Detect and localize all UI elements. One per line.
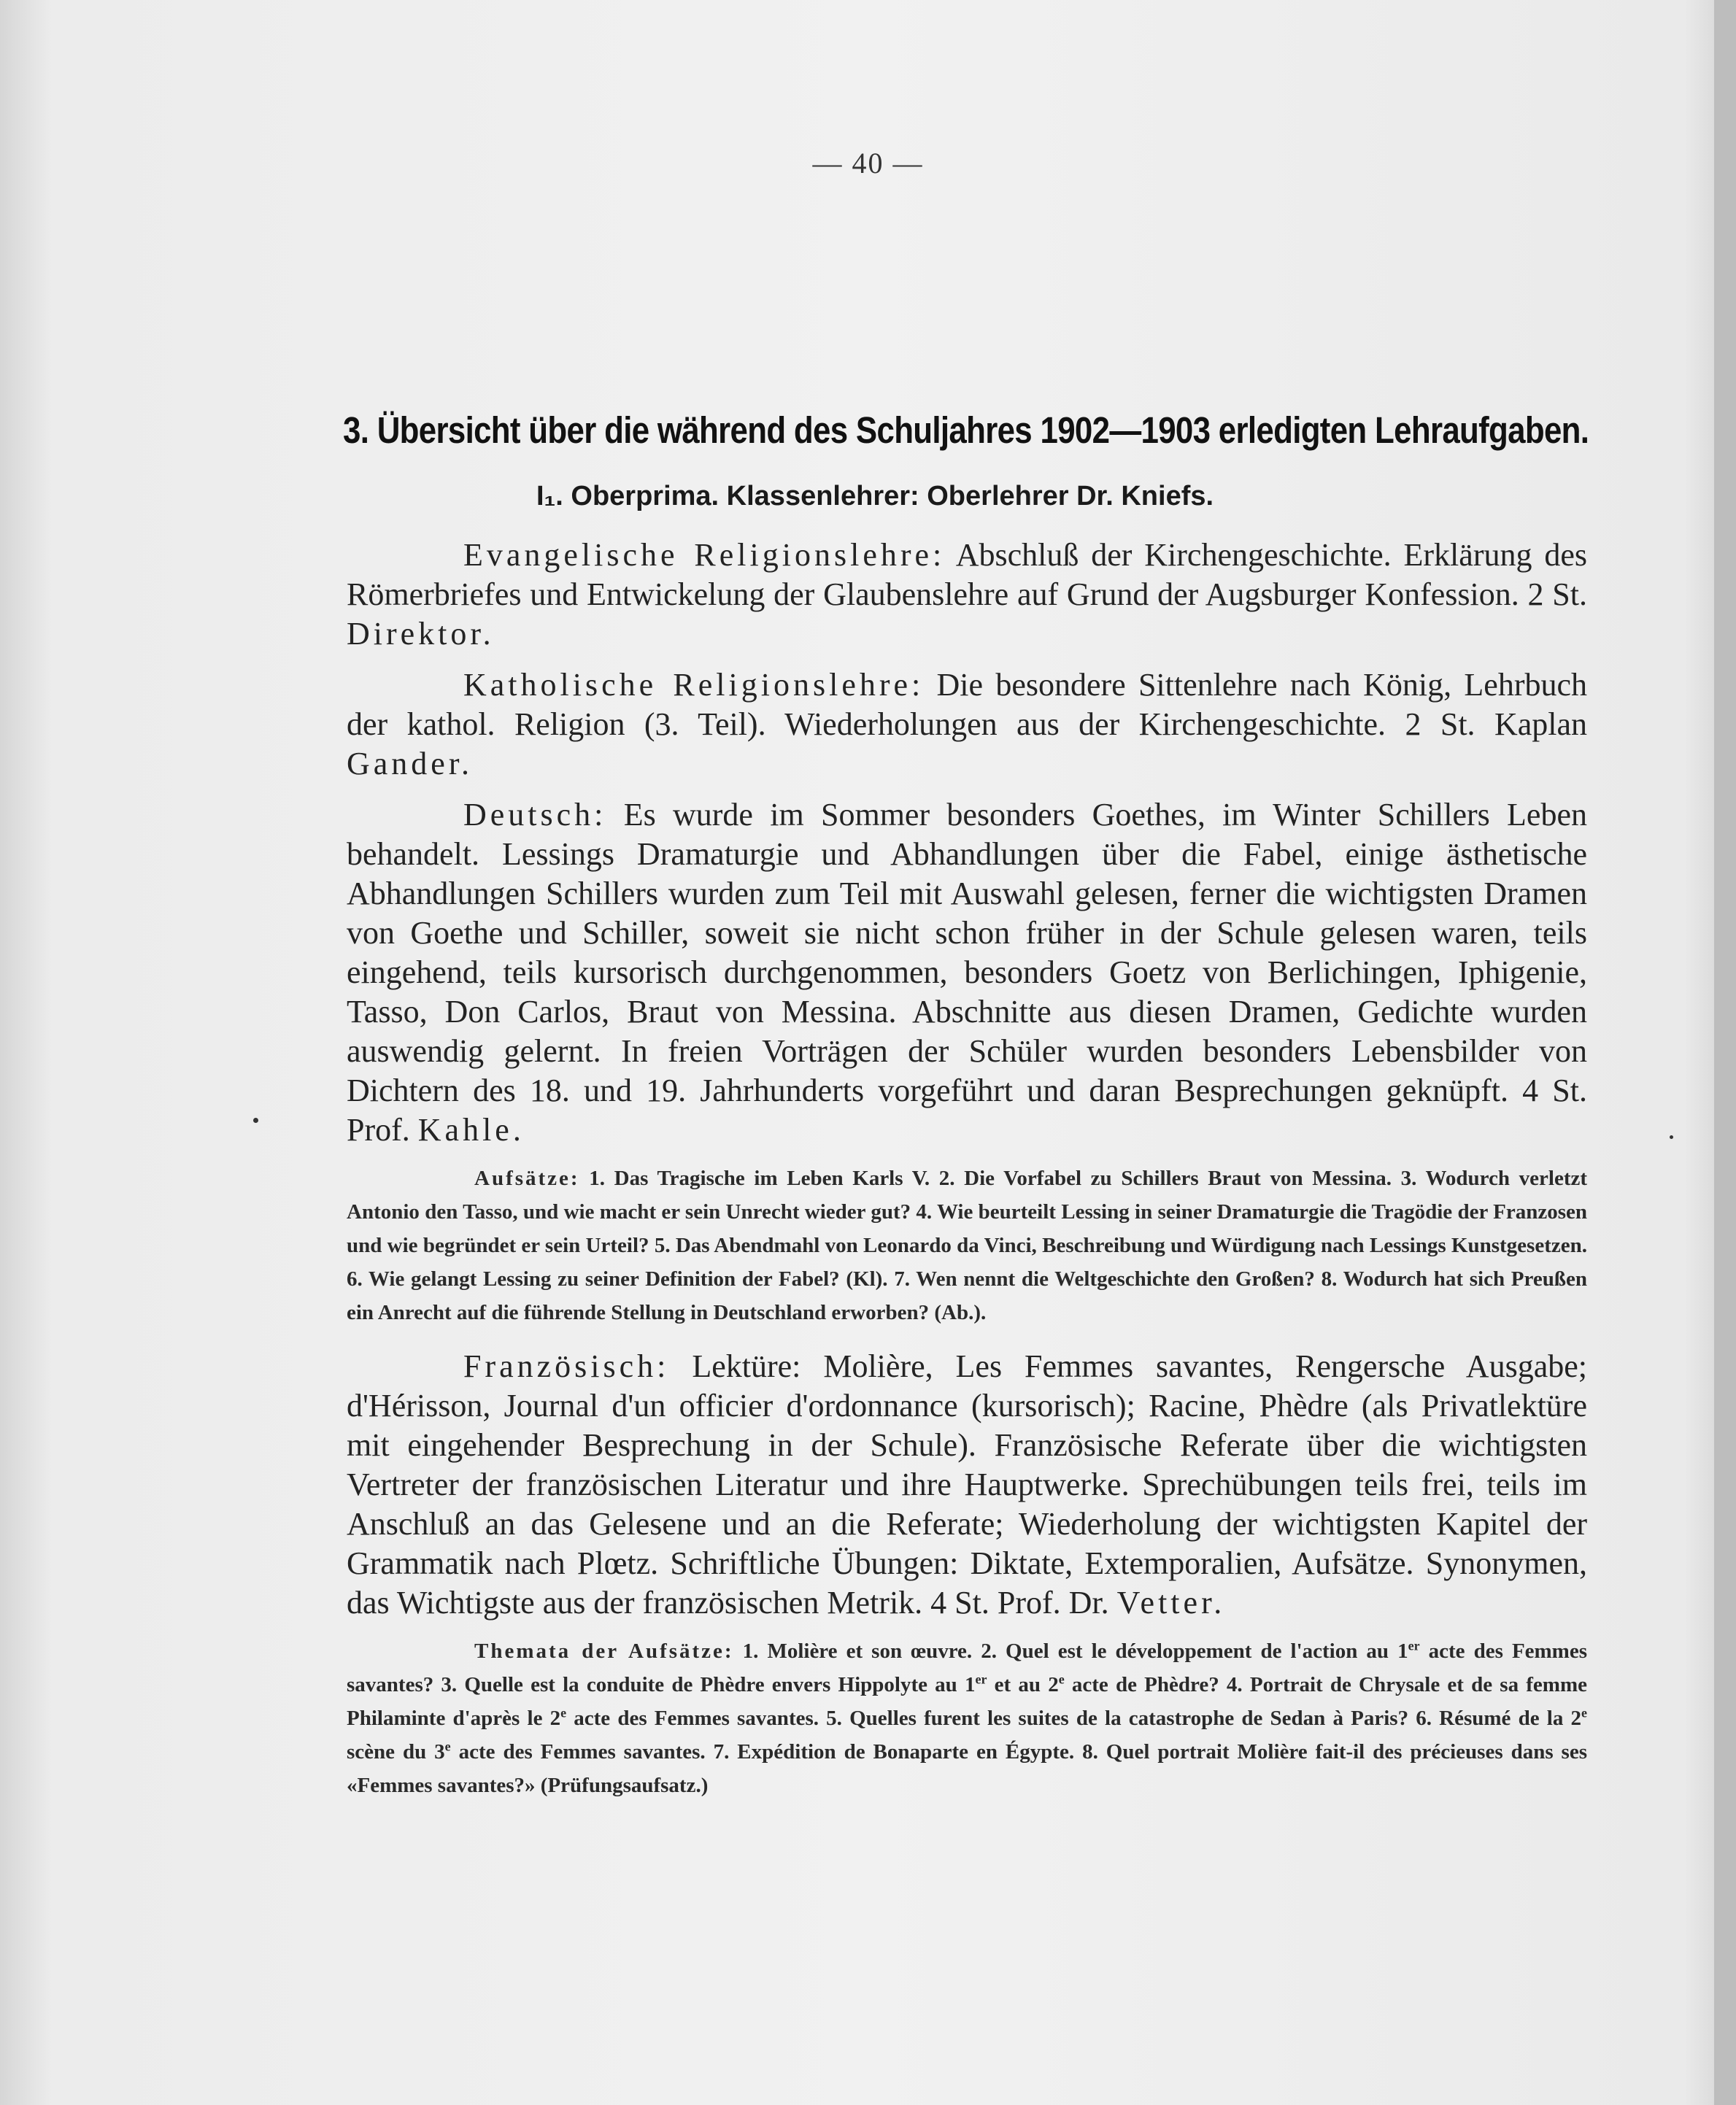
- ordinal-suffix: e: [1581, 1705, 1587, 1720]
- ordinal-suffix: er: [1408, 1638, 1420, 1653]
- paragraph-text: Lektüre: Molière, Les Femmes savantes, Rengersche Ausgabe; d'Hérisson, Journal d'un officier d'ordonnance (kursorisch); Racine, Phèdre (als Privatlektüre mit eingehender Besprechung in der Schule). Französische Referate über die wichtigsten Vertreter der französischen Literatur und ihre Hauptwerke. Sprechübungen teils frei, teils im Anschluß an das Gelesene und an die Referate; Wiederholung der wichtigsten Kapitel der Grammatik nach Plœtz. Schriftliche Übungen: Diktate, Extemporalien, Aufsätze. Synonymen, das Wichtigste aus der französischen Metrik. 4 St. Prof. Dr.: [347, 1348, 1587, 1621]
- ordinal: 1er: [964, 1672, 987, 1696]
- subject-label: Evangelische Religionslehre:: [463, 537, 946, 573]
- paragraph-deutsch: [347, 795, 1587, 1150]
- themata-text: scène du: [347, 1740, 435, 1764]
- paragraph-franzoesisch: [347, 1347, 1587, 1623]
- teacher-name: Kahle.: [417, 1112, 525, 1148]
- section-heading: 3. Übersicht über die während des Schuljahres 1902—1903 erledigten Lehraufgaben.: [343, 409, 1589, 451]
- paragraph-katholisch: [347, 665, 1587, 784]
- ordinal-suffix: er: [975, 1672, 987, 1687]
- ordinal: 1er: [1397, 1638, 1420, 1663]
- teacher-name: Vetter.: [1116, 1585, 1226, 1621]
- ordinal-suffix: e: [444, 1739, 451, 1754]
- ordinal: 3e: [434, 1739, 451, 1764]
- themata-label: Themata der Aufsätze:: [474, 1639, 734, 1663]
- page-content: [343, 409, 1589, 1820]
- themata-text: 1. Molière et son œuvre. 2. Quel est le développement de l'action au: [733, 1639, 1398, 1663]
- ordinal: 2e: [549, 1705, 567, 1730]
- themata-list: [347, 1634, 1587, 1802]
- aufsaetze-label: Aufsätze:: [474, 1167, 580, 1190]
- ink-speck: [1670, 1135, 1673, 1139]
- subject-label: Katholische Religionslehre:: [463, 667, 925, 703]
- aufsaetze-list: [347, 1162, 1587, 1329]
- paragraph-text: Es wurde im Sommer besonders Goethes, im Winter Schillers Leben behandelt. Lessings Dramaturgie und Abhandlungen über die Fabel, einige ästhetische Abhandlungen Schillers wurden zum Teil mit Auswahl gelesen, ferner die wichtigsten Dramen von Goethe und Schiller, soweit sie nicht schon früher in der Schule gelesen waren, teils eingehend, teils kursorisch durchgenommen, besonders Goetz von Berlichingen, Iphigenie, Tasso, Don Carlos, Braut von Messina. Abschnitte aus diesen Dramen, Gedichte wurden auswendig gelernt. In freien Vorträgen der Schüler wurden besonders Lebensbilder von Dichtern des 18. und 19. Jahrhunderts vorgeführt und daran Besprechungen geknüpft. 4 St. Prof.: [347, 797, 1587, 1148]
- ordinal-suffix: e: [1058, 1672, 1065, 1687]
- paragraph-evangelisch: [347, 536, 1587, 654]
- teacher-name: Direktor.: [347, 616, 495, 652]
- themata-text: et au: [987, 1673, 1049, 1696]
- paragraph-text: Die besondere Sittenlehre nach König, Lehrbuch der kathol. Religion (3. Teil). Wiederholungen aus der Kirchengeschichte. 2 St. Kaplan: [347, 667, 1587, 742]
- themata-text: acte des Femmes savantes? 3. Quelle est la conduite de Phèdre envers Hippolyte au: [347, 1639, 1588, 1696]
- ink-speck: [253, 1118, 258, 1123]
- paragraph-text: Abschluß der Kirchengeschichte. Erklärung des Römerbriefes und Entwickelung der Glaubenslehre auf Grund der Augsburger Konfession. 2 St.: [347, 537, 1587, 612]
- themata-text: acte de Phèdre? 4. Portrait de Chrysale et de sa femme Philaminte d'après le: [347, 1673, 1587, 1730]
- page-edge: [1714, 0, 1736, 2105]
- subject-label: Französisch:: [463, 1348, 670, 1384]
- ordinal-suffix: e: [560, 1705, 567, 1720]
- themata-text: acte des Femmes savantes. 7. Expédition de Bonaparte en Égypte. 8. Quel portrait Molière fait-il des précieuses dans ses «Femmes savantes?» (Prüfungsaufsatz.): [347, 1740, 1587, 1797]
- ordinal: 2e: [1048, 1672, 1065, 1696]
- teacher-name: Gander.: [347, 746, 474, 781]
- aufsaetze-text: 1. Das Tragische im Leben Karls V. 2. Die Vorfabel zu Schillers Braut von Messina. 3. Wodurch verletzt Antonio den Tasso, und wie macht er sein Unrecht wieder gut? 4. Wie beurteilt Lessing in seiner Dramaturgie die Tragödie der Franzosen und wie begründet er sein Urteil? 5. Das Abendmahl von Leonardo da Vinci, Beschreibung und Würdigung nach Lessings Kunstgesetzen. 6. Wie gelangt Lessing zu seiner Definition der Fabel? (Kl). 7. Wen nennt die Weltgeschichte den Großen? 8. Wodurch hat sich Preußen ein Anrecht auf die führende Stellung in Deutschland erworben? (Ab.).: [347, 1167, 1587, 1324]
- page-number: — 40 —: [812, 147, 924, 179]
- ordinal: 2e: [1570, 1705, 1587, 1730]
- themata-text: acte des Femmes savantes. 5. Quelles furent les suites de la catastrophe de Sedan à Paris? 6. Résumé de la: [566, 1707, 1571, 1730]
- subject-label: Deutsch:: [463, 797, 607, 833]
- class-heading: I₁. Oberprima. Klassenlehrer: Oberlehrer Dr. Kniefs.: [536, 481, 1214, 511]
